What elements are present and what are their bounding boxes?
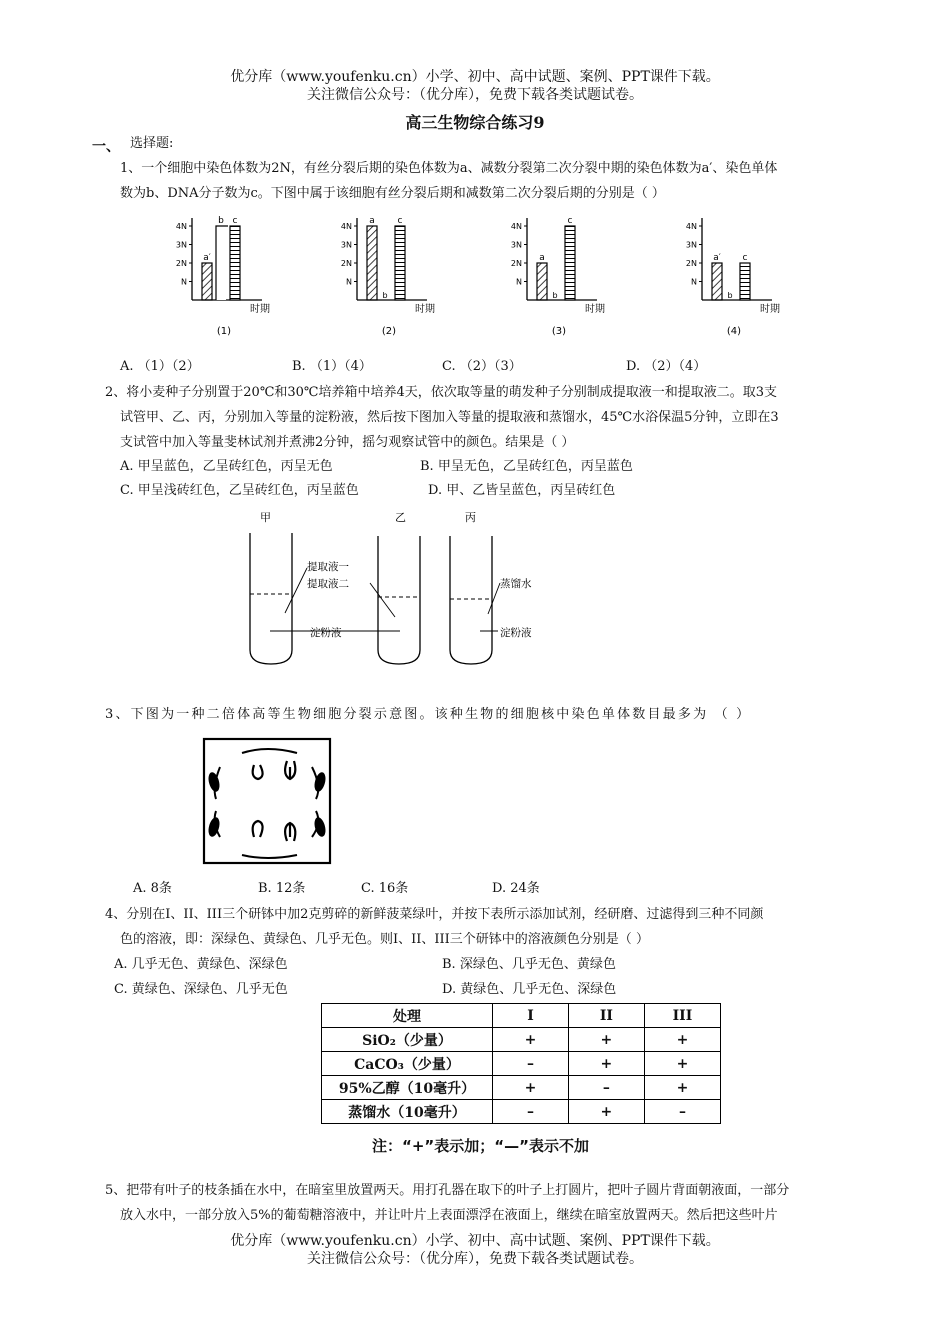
header-line-1: 优分库（www.youfenku.cn）小学、初中、高中试题、案例、PPT课件下载。: [230, 69, 720, 85]
bar-b: [216, 226, 226, 300]
q4-option-a[interactable]: A. 几乎无色、黄绿色、深绿色: [114, 957, 288, 972]
y-tick-label: 3N: [175, 240, 187, 250]
header-line-2: 关注微信公众号：（优分库），免费下载各类试题试卷。: [307, 87, 643, 103]
section-label: 选择题:: [130, 136, 174, 151]
q2-line-1: 2、将小麦种子分别置于20℃和30℃培养箱中培养4天，依次取等量的萌发种子分别制成提取液一和提取液二。取3支: [105, 385, 777, 400]
q2-option-b[interactable]: B. 甲呈无色，乙呈砖红色，丙呈蓝色: [420, 459, 633, 474]
bar-a′: [712, 263, 722, 300]
q1-option-d[interactable]: D. （2）（4）: [626, 359, 707, 374]
q1-line-1: 1、一个细胞中染色体数为2N，有丝分裂后期的染色体数为a、减数分裂第二次分裂中期的染色体数为a′、染色单体: [120, 161, 778, 176]
q4-option-d[interactable]: D. 黄绿色、几乎无色、深绿色: [442, 982, 617, 997]
bar-label: c: [742, 253, 748, 263]
chart-title: (2): [381, 326, 397, 337]
q4-option-c[interactable]: C. 黄绿色、深绿色、几乎无色: [114, 982, 288, 997]
q2-option-a[interactable]: A. 甲呈蓝色，乙呈砖红色，丙呈无色: [120, 459, 333, 474]
q3-line-1: 3、下图为一种二倍体高等生物细胞分裂示意图。该种生物的细胞核中染色单体数目最多为 （ ）: [105, 707, 752, 722]
tube-yi: [378, 536, 420, 664]
row-label: 蒸馏水（10毫升）: [322, 1100, 493, 1124]
q2-option-c[interactable]: C. 甲呈浅砖红色，乙呈砖红色，丙呈蓝色: [120, 483, 359, 498]
tube-label-yi: 乙: [395, 511, 406, 524]
label-starch-2: 淀粉液: [500, 627, 532, 639]
table-cell: +: [644, 1028, 720, 1052]
table-cell: +: [644, 1052, 720, 1076]
tube-label-bing: 丙: [465, 511, 476, 524]
q1-charts: [160, 210, 860, 345]
y-tick-label: 4N: [340, 222, 352, 231]
bar-label: a: [539, 253, 545, 263]
y-tick-label: 4N: [510, 222, 522, 231]
x-axis-label: 时期: [415, 304, 435, 315]
y-tick-label: 3N: [685, 240, 697, 250]
q4-option-b[interactable]: B. 深绿色、几乎无色、黄绿色: [442, 957, 616, 972]
y-tick-label: N: [346, 277, 352, 287]
table-header-cell: III: [644, 1004, 720, 1028]
cell-division-figure: [202, 737, 334, 867]
table-cell: +: [493, 1076, 569, 1100]
tube-jia: [250, 533, 292, 664]
q2-line-3: 支试管中加入等量斐林试剂并煮沸2分钟，摇匀观察试管中的颜色。结果是（ ）: [120, 435, 575, 450]
q1-option-b[interactable]: B. （1）（4）: [292, 359, 372, 374]
q3-option-c[interactable]: C. 16条: [361, 881, 409, 896]
q2-line-2: 试管甲、乙、丙，分别加入等量的淀粉液，然后按下图加入等量的提取液和蒸馏水，45℃水浴保温5分钟，立即在3: [120, 410, 779, 425]
q3-option-a[interactable]: A. 8条: [133, 881, 172, 896]
table-row: [322, 1100, 721, 1124]
row-label: SiO₂（少量）: [322, 1028, 493, 1052]
bar-label: b: [552, 291, 558, 300]
q4-line-2: 色的溶液，即：深绿色、黄绿色、几乎无色。则I、II、III三个研钵中的溶液颜色分别是（ ）: [120, 932, 649, 947]
label-extract-1: 提取液一: [307, 561, 349, 573]
q5-line-1: 5、把带有叶子的枝条插在水中，在暗室里放置两天。用打孔器在取下的叶子上打圆片，把叶子圆片背面朝液面，一部分: [105, 1183, 790, 1198]
bar-c: [740, 263, 750, 300]
q1-line-2: 数为b、DNA分子数为c。下图中属于该细胞有丝分裂后期和减数第二次分裂后期的分别是（ ）: [120, 186, 665, 201]
y-tick-label: N: [516, 277, 522, 287]
chart-title: (4): [726, 326, 742, 337]
bar-a: [537, 263, 547, 300]
bar-label: c: [397, 216, 403, 226]
y-tick-label: 2N: [175, 259, 187, 268]
bar-label: a′: [203, 253, 211, 263]
table-cell: +: [644, 1076, 720, 1100]
y-tick-label: 4N: [685, 222, 697, 231]
table-row: [322, 1028, 721, 1052]
table-header-cell: 处理: [322, 1004, 493, 1028]
table-note: 注：“+”表示加；“—”表示不加: [372, 1137, 590, 1155]
table-header-cell: II: [568, 1004, 644, 1028]
bar-label: b: [727, 291, 733, 300]
table-cell: +: [568, 1052, 644, 1076]
q3-option-d[interactable]: D. 24条: [492, 881, 540, 896]
bar-label: a: [369, 216, 375, 226]
bar-a: [367, 226, 377, 300]
y-tick-label: 4N: [175, 222, 187, 231]
label-extract-2: 提取液二: [307, 578, 349, 590]
chart-2: [341, 216, 435, 337]
bar-a′: [202, 263, 212, 300]
q4-line-1: 4、分别在I、II、III三个研钵中加2克剪碎的新鲜菠菜绿叶，并按下表所示添加试剂，经研磨、过滤得到三种不同颜: [105, 907, 764, 922]
row-label: 95%乙醇（10毫升）: [322, 1076, 493, 1100]
label-water: 蒸馏水: [500, 578, 532, 590]
footer-line-2: 关注微信公众号：（优分库），免费下载各类试题试卷。: [307, 1251, 643, 1267]
q3-option-b[interactable]: B. 12条: [258, 881, 306, 896]
table-cell: –: [493, 1052, 569, 1076]
chart-title: (1): [216, 326, 232, 337]
bar-c: [230, 226, 240, 300]
tube-label-jia: 甲: [260, 511, 271, 524]
bar-label: a′: [713, 253, 721, 263]
bar-label: b: [382, 291, 388, 300]
bar-label: c: [567, 216, 573, 226]
y-tick-label: N: [691, 277, 697, 287]
table-cell: +: [568, 1028, 644, 1052]
q2-option-d[interactable]: D. 甲、乙皆呈蓝色，丙呈砖红色: [428, 483, 616, 498]
y-tick-label: 3N: [340, 240, 352, 250]
bar-c: [565, 226, 575, 300]
table-cell: –: [644, 1100, 720, 1124]
y-tick-label: 2N: [510, 259, 522, 268]
x-axis-label: 时期: [585, 304, 605, 315]
table-cell: –: [568, 1076, 644, 1100]
table-cell: –: [493, 1100, 569, 1124]
y-tick-label: 3N: [510, 240, 522, 250]
tube-bing: [450, 536, 492, 664]
reagent-table: [321, 1003, 721, 1124]
y-tick-label: N: [181, 277, 187, 287]
bar-label: c: [232, 216, 238, 226]
test-tube-figure: [240, 508, 560, 670]
table-cell: +: [493, 1028, 569, 1052]
label-starch-1: 淀粉液: [310, 627, 342, 639]
q1-option-c[interactable]: C. （2）（3）: [442, 359, 522, 374]
table-row: [322, 1076, 721, 1100]
bar-c: [395, 226, 405, 300]
q5-line-2: 放入水中，一部分放入5%的葡萄糖溶液中，并让叶片上表面漂浮在液面上，继续在暗室放置两天。然后把这些叶片: [120, 1208, 778, 1223]
y-tick-label: 2N: [340, 259, 352, 268]
section-number: 一、: [92, 139, 120, 155]
x-axis-label: 时期: [760, 304, 780, 315]
row-label: CaCO₃（少量）: [322, 1052, 493, 1076]
table-row: [322, 1052, 721, 1076]
x-axis-label: 时期: [250, 304, 270, 315]
chart-1: [176, 216, 270, 337]
y-tick-label: 2N: [685, 259, 697, 268]
table-header-row: [322, 1004, 721, 1028]
page-title: 高三生物综合练习9: [405, 113, 545, 132]
chart-4: [686, 218, 780, 337]
chart-3: [511, 216, 605, 337]
table-cell: +: [568, 1100, 644, 1124]
q1-option-a[interactable]: A. （1）（2）: [120, 359, 200, 374]
chart-title: (3): [551, 326, 567, 337]
footer-line-1: 优分库（www.youfenku.cn）小学、初中、高中试题、案例、PPT课件下载。: [230, 1233, 720, 1249]
table-header-cell: I: [493, 1004, 569, 1028]
bar-label: b: [218, 216, 224, 226]
